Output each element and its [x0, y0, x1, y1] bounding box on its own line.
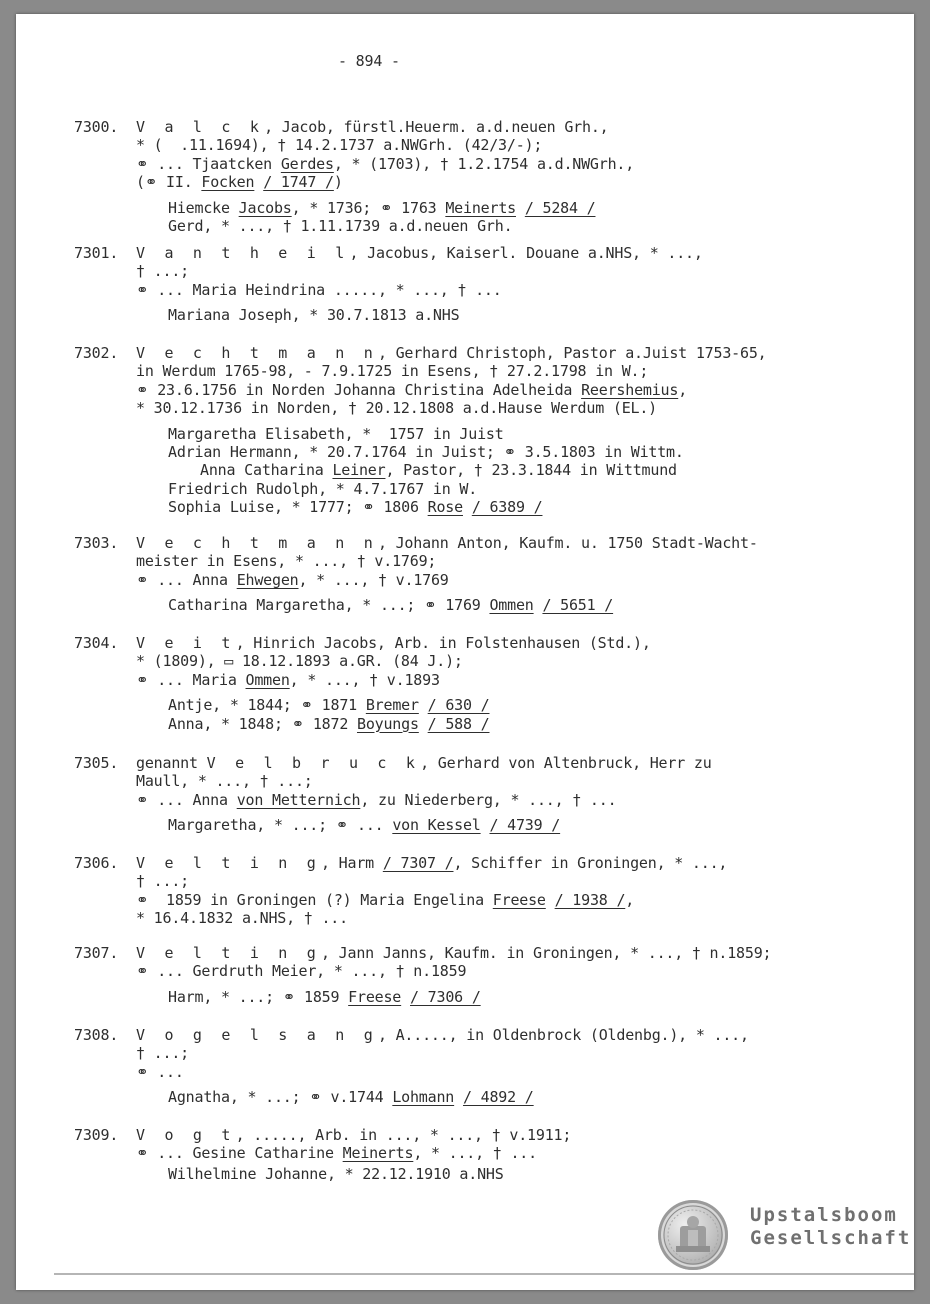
- entry-body: V a n t h e i l, Jacobus, Kaiserl. Douane a.NHS, * ..., † ...; ⚭ ... Maria Heindrina ....., * ..., † ... Mariana Joseph, * 30.7.1813 a.NHS: [136, 244, 836, 325]
- cross-ref: / 5651 /: [542, 596, 614, 615]
- children-list: Wilhelmine Johanne, * 22.12.1910 a.NHS: [168, 1164, 504, 1183]
- document-page: [16, 14, 914, 1290]
- cross-ref: / 4739 /: [489, 816, 561, 835]
- entry-number: 7307.: [74, 944, 119, 962]
- children-list: Agnatha, * ...; ⚭ v.1744 Lohmann / 4892 /: [168, 1088, 534, 1107]
- entry-body: V o g e l s a n g, A....., in Oldenbrock (Oldenbg.), * ..., † ...; ⚭ ... Agnatha, * ...; ⚭ v.1744 Lohmann / 4892 /: [136, 1026, 836, 1107]
- children-list: Margaretha, * ...; ⚭ ... von Kessel / 4739 /: [168, 816, 561, 835]
- entry-body: V e c h t m a n n, Gerhard Christoph, Pastor a.Juist 1753-65, in Werdum 1765-98, - 7.9.1725 in Esens, † 27.2.1798 in W.; ⚭ 23.6.1756 in Norden Johanna Christina Adelheida Reershemius, * 30.12.1736 in Norden, † 20.12.1808 a.d.Hause Werdum (EL.) Margaretha Elisabeth, * 1757 in Juist Adrian Hermann, * 20.7.1764 in Juist; ⚭ 3.5.1803 in Wittm. Anna Catharina Leiner, Pastor, † 23.3.1844 in Wittmund Friedrich Rudolph, * 4.7.1767 in W. Sophia Luise, * 1777; ⚭ 1806 Rose / 6389 /: [136, 344, 836, 517]
- upstalsboom-logo: [658, 1200, 912, 1270]
- surname: V o g t: [136, 1126, 236, 1144]
- children-list: Hiemcke Jacobs, * 1736; ⚭ 1763 Meinerts / 5284 / Gerd, * ..., † 1.11.1739 a.d.neuen Grh.: [168, 198, 596, 235]
- entry-number: 7305.: [74, 754, 119, 772]
- entry-number: 7303.: [74, 534, 119, 552]
- entry-number: 7304.: [74, 634, 119, 652]
- surname: V e l t i n g: [136, 854, 321, 872]
- entry-body: V a l c k, Jacob, fürstl.Heuerm. a.d.neuen Grh., * ( .11.1694), † 14.2.1737 a.NWGrh. (42/3/-); ⚭ ... Tjaatcken Gerdes, * (1703), † 1.2.1754 a.d.NWGrh., (⚭ II. Focken / 1747 /) Hiemcke Jacobs, * 1736; ⚭ 1763 Meinerts / 5284 / Gerd, * ..., † 1.11.1739 a.d.neuen Grh.: [136, 118, 836, 235]
- page-number: - 894 -: [338, 52, 400, 70]
- children-list: Mariana Joseph, * 30.7.1813 a.NHS: [168, 306, 460, 325]
- surname: V e c h t m a n n: [136, 344, 378, 362]
- entry-body: V e i t, Hinrich Jacobs, Arb. in Folstenhausen (Std.), * (1809), ▭ 18.12.1893 a.GR. (84 J.); ⚭ ... Maria Ommen, * ..., † v.1893 Antje, * 1844; ⚭ 1871 Bremer / 630 / Anna, * 1848; ⚭ 1872 Boyungs / 588 /: [136, 634, 836, 733]
- seal-icon: [658, 1200, 728, 1270]
- surname: V e c h t m a n n: [136, 534, 378, 552]
- entry-body: V e l t i n g, Harm / 7307 /, Schiffer in Groningen, * ..., † ...; ⚭ 1859 in Groningen (?) Maria Engelina Freese / 1938 /, * 16.4.1832 a.NHS, † ...: [136, 854, 728, 928]
- cross-ref: / 4892 /: [462, 1088, 534, 1107]
- entry-body: genannt V e l b r u c k, Gerhard von Altenbruck, Herr zu Maull, * ..., † ...; ⚭ ... Anna von Metternich, zu Niederberg, * ..., † ... Margaretha, * ...; ⚭ ... von Kessel / 4739 /: [136, 754, 836, 835]
- surname: V e l b r u c k: [206, 754, 421, 772]
- entry-body: V e c h t m a n n, Johann Anton, Kaufm. u. 1750 Stadt-Wacht- meister in Esens, * ..., † v.1769; ⚭ ... Anna Ehwegen, * ..., † v.1769 Catharina Margaretha, * ...; ⚭ 1769 Ommen / 5651 /: [136, 534, 836, 615]
- entry-number: 7309.: [74, 1126, 119, 1144]
- entry-number: 7308.: [74, 1026, 119, 1044]
- logo-text: Upstalsboom Gesellschaft: [750, 1204, 912, 1249]
- surname: V a n t h e i l: [136, 244, 350, 262]
- surname: V e l t i n g: [136, 944, 321, 962]
- cross-ref: / 588 /: [427, 714, 490, 733]
- children-list: Margaretha Elisabeth, * 1757 in Juist Adrian Hermann, * 20.7.1764 in Juist; ⚭ 3.5.1803 in Wittm. Anna Catharina Leiner, Pastor, † 23.3.1844 in Wittmund Friedrich Rudolph, * 4.7.1767 in W. Sophia Luise, * 1777; ⚭ 1806 Rose / 6389 /: [168, 424, 684, 517]
- cross-ref: / 630 /: [427, 696, 490, 715]
- cross-ref: / 1747 /: [263, 173, 334, 192]
- children-list: Antje, * 1844; ⚭ 1871 Bremer / 630 / Anna, * 1848; ⚭ 1872 Boyungs / 588 /: [168, 696, 490, 733]
- cross-ref: / 5284 /: [524, 198, 596, 217]
- cross-ref: / 7307 /: [382, 854, 454, 872]
- entry-body: V e l t i n g, Jann Janns, Kaufm. in Groningen, * ..., † n.1859; ⚭ ... Gerdruth Meier, * ..., † n.1859 Harm, * ...; ⚭ 1859 Freese / 7306 /: [136, 944, 836, 1006]
- entry-number: 7301.: [74, 244, 119, 262]
- children-list: Catharina Margaretha, * ...; ⚭ 1769 Ommen / 5651 /: [168, 596, 614, 615]
- surname-ref: Gerdes: [280, 154, 334, 173]
- cross-ref: / 1938 /: [554, 890, 626, 909]
- footer-rule: [54, 1273, 914, 1275]
- entry-number: 7300.: [74, 118, 119, 136]
- surname: V a l c k: [136, 118, 265, 136]
- entry-number: 7306.: [74, 854, 119, 872]
- entry-number: 7302.: [74, 344, 119, 362]
- entry-body: V o g t, ....., Arb. in ..., * ..., † v.1911; ⚭ ... Gesine Catharine Meinerts, * ..., † ... Wilhelmine Johanne, * 22.12.1910 a.NHS: [136, 1126, 836, 1183]
- surname-ref: Focken: [201, 173, 255, 192]
- surname: V e i t: [136, 634, 236, 652]
- cross-ref: / 6389 /: [471, 498, 543, 517]
- children-list: Harm, * ...; ⚭ 1859 Freese / 7306 /: [168, 987, 481, 1006]
- surname: V o g e l s a n g: [136, 1026, 378, 1044]
- cross-ref: / 7306 /: [410, 987, 481, 1006]
